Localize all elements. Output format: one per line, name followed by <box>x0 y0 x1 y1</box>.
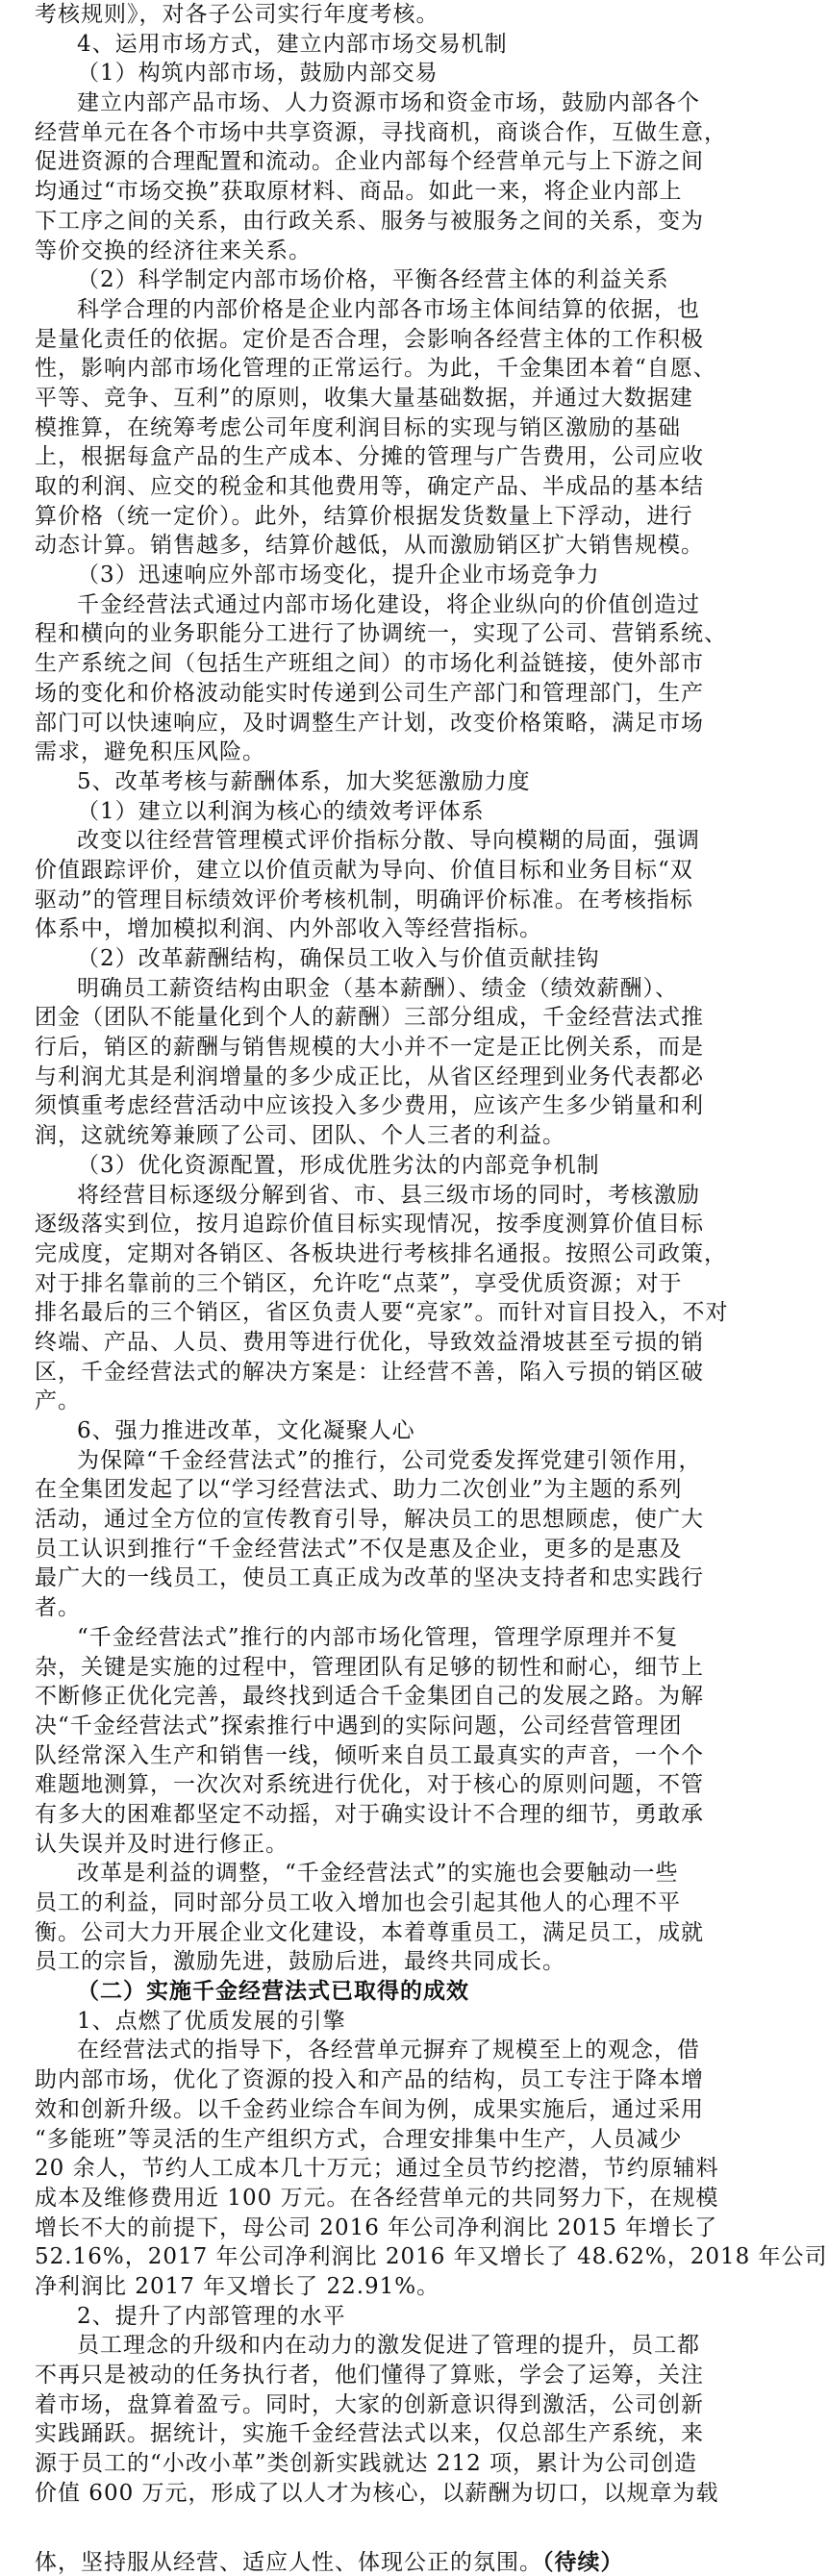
text-line: 源于员工的“小改小革”类创新实践就达 212 项，累计为公司创造 <box>35 2451 698 2477</box>
text-line: 逐级落实到位，按月追踪价值目标实现情况，按季度测算价值目标 <box>35 1212 704 1238</box>
text-line: 成本及维修费用近 100 万元。在各经营单元的共同努力下，在规模 <box>35 2185 719 2211</box>
text-line: 2、提升了内部管理的水平 <box>77 2303 346 2329</box>
text-line: 6、强力推进改革，文化凝聚人心 <box>77 1418 415 1443</box>
text-line: 上，根据每盒产品的生产成本、分摊的管理与广告费用，公司应收 <box>35 444 704 470</box>
text-line: 在经营法式的指导下，各经营单元摒弃了规模至上的观念，借 <box>77 2038 700 2063</box>
text-line: 增长不大的前提下，母公司 2016 年公司净利润比 2015 年增长了 <box>35 2214 718 2240</box>
text-line: 改革是利益的调整，“千金经营法式”的实施也会要触动一些 <box>77 1861 679 1887</box>
text-line: （1）构筑内部市场，鼓励内部交易 <box>77 61 439 87</box>
text-line: 促进资源的合理配置和流动。企业内部每个经营单元与上下游之间 <box>35 149 704 175</box>
text-line: 难题地测算，一次次对系统进行优化，对于核心的原则问题，不管 <box>35 1772 704 1798</box>
text-line: 队经常深入生产和销售一线，倾听来自员工最真实的声音，一个个 <box>35 1742 704 1768</box>
text-line: 科学合理的内部价格是企业内部各市场主体间结算的依据，也 <box>77 296 700 322</box>
text-line: 活动，通过全方位的宣传教育引导，解决员工的思想顾虑，使广大 <box>35 1507 704 1533</box>
text-line: 建立内部产品市场、人力资源市场和资金市场，鼓励内部各个 <box>77 90 700 116</box>
last-line-text: 体，坚持服从经营、适应人性、体现公正的氛围。 <box>35 2550 542 2575</box>
text-line: 经营单元在各个市场中共享资源，寻找商机，商谈合作，互做生意， <box>35 119 727 145</box>
text-line: 算价格（统一定价）。此外，结算价根据发货数量上下浮动，进行 <box>35 503 693 529</box>
text-line: 驱动”的管理目标绩效评价考核机制，明确评价标准。在考核指标 <box>35 887 693 913</box>
text-line: 程和横向的业务职能分工进行了协调统一，实现了公司、营销系统、 <box>35 621 727 647</box>
text-line: 等价交换的经济往来关系。 <box>35 238 312 263</box>
text-line: 净利润比 2017 年又增长了 22.91%。 <box>35 2273 440 2299</box>
text-line: （2）科学制定内部市场价格，平衡各经营主体的利益关系 <box>77 267 669 293</box>
text-line: 为保障“千金经营法式”的推行，公司党委发挥党建引领作用， <box>77 1447 702 1473</box>
text-line: 员工的利益，同时部分员工收入增加也会引起其他人的心理不平 <box>35 1890 681 1915</box>
text-line: 有多大的困难都坚定不动摇，对于确实设计不合理的细节，勇敢承 <box>35 1801 704 1827</box>
text-line: 性，影响内部市场化管理的正常运行。为此，千金集团本着“自愿、 <box>35 356 716 382</box>
text-line: 效和创新升级。以千金药业综合车间为例，成果实施后，通过采用 <box>35 2096 704 2122</box>
text-line: （2）改革薪酬结构，确保员工收入与价值贡献挂钩 <box>77 946 600 971</box>
text-line: （3）迅速响应外部市场变化，提升企业市场竞争力 <box>77 563 600 588</box>
text-line: 对于排名靠前的三个销区，允许吃“点菜”，享受优质资源；对于 <box>35 1270 683 1296</box>
text-line: 生产系统之间（包括生产班组之间）的市场化利益链接，使外部市 <box>35 651 704 677</box>
text-line: 不断修正优化完善，最终找到适合千金集团自己的发展之路。为解 <box>35 1684 704 1710</box>
text-line: 1、点燃了优质发展的引擎 <box>77 2008 346 2034</box>
text-line: 平等、竞争、互利”的原则，收集大量基础数据，并通过大数据建 <box>35 385 693 411</box>
text-line: 5、改革考核与薪酬体系，加大奖惩激励力度 <box>77 768 531 794</box>
text-line: 助内部市场，优化了资源的投入和产品的结构，员工专注于降本增 <box>35 2067 704 2093</box>
text-line: 完成度，定期对各销区、各板块进行考核排名通报。按照公司政策， <box>35 1240 727 1266</box>
text-line: 衡。公司大力开展企业文化建设，本着尊重员工，满足员工，成就 <box>35 1919 704 1945</box>
text-line: 杂，关键是实施的过程中，管理团队有足够的韧性和耐心，细节上 <box>35 1654 704 1680</box>
text-line: 价值跟踪评价，建立以价值贡献为导向、价值目标和业务目标“双 <box>35 857 693 883</box>
text-line: 终端、产品、人员、费用等进行优化，导致效益滑坡甚至亏损的销 <box>35 1329 704 1355</box>
text-line: 员工认识到推行“千金经营法式”不仅是惠及企业，更多的是惠及 <box>35 1536 683 1562</box>
continued-label: （待续） <box>542 2549 624 2575</box>
text-line: 认失误并及时进行修正。 <box>35 1831 289 1857</box>
text-line: 动态计算。销售越多，结算价越低，从而激励销区扩大销售规模。 <box>35 533 704 559</box>
text-line: “千金经营法式”推行的内部市场化管理，管理学原理并不复 <box>77 1624 679 1650</box>
text-line: 将经营目标逐级分解到省、市、县三级市场的同时，考核激励 <box>77 1182 700 1208</box>
text-line: 决“千金经营法式”探索推行中遇到的实际问题，公司经营管理团 <box>35 1713 683 1738</box>
text-line: 考核规则》，对各子公司实行年度考核。 <box>35 2 439 27</box>
text-line: 着市场，盘算着盈亏。同时，大家的创新意识得到激活，公司创新 <box>35 2391 704 2417</box>
text-line: 明确员工薪资结构由职金（基本薪酬）、绩金（绩效薪酬）、 <box>77 975 678 1001</box>
text-line: （1）建立以利润为核心的绩效考评体系 <box>77 798 485 824</box>
text-line: 者。 <box>35 1595 81 1621</box>
text-line: 实践踊跃。据统计，实施千金经营法式以来，仅总部生产系统，来 <box>35 2421 704 2447</box>
text-line: 4、运用市场方式，建立内部市场交易机制 <box>77 31 508 57</box>
text-line: 需求，避免积压风险。 <box>35 739 265 765</box>
text-line: 场的变化和价格波动能实时传递到公司生产部门和管理部门，生产 <box>35 680 704 706</box>
text-line: （二）实施千金经营法式已取得的成效 <box>77 1978 469 2005</box>
text-line: 最广大的一线员工，使员工真正成为改革的坚决支持者和忠实践行 <box>35 1565 704 1591</box>
text-line: 价值 600 万元，形成了以人才为核心，以薪酬为切口，以规章为载 <box>35 2480 719 2506</box>
text-line: 与利润尤其是利润增量的多少成正比，从省区经理到业务代表都必 <box>35 1063 704 1089</box>
text-line: 部门可以快速响应，及时调整生产计划，改变价格策略，满足市场 <box>35 710 704 736</box>
last-line <box>35 2544 624 2574</box>
text-line: 在全集团发起了以“学习经营法式、助力二次创业”为主题的系列 <box>35 1477 683 1503</box>
text-line: 行后，销区的薪酬与销售规模的大小并不一定是正比例关系，而是 <box>35 1035 704 1061</box>
text-line: 排名最后的三个销区，省区负责人要“亮家”。而针对盲目投入，不对 <box>35 1300 729 1326</box>
text-line: 区，千金经营法式的解决方案是：让经营不善，陷入亏损的销区破 <box>35 1359 704 1385</box>
text-line: 须慎重考虑经营活动中应该投入多少费用，应该产生多少销量和利 <box>35 1093 704 1119</box>
text-line: 润，这就统筹兼顾了公司、团队、个人三者的利益。 <box>35 1123 565 1149</box>
text-line: 产。 <box>35 1388 81 1414</box>
text-line: 不再只是被动的任务执行者，他们懂得了算账，学会了运筹，关注 <box>35 2363 704 2388</box>
text-line: 52.16%，2017 年公司净利润比 2016 年又增长了 48.62%，2018 年公司 <box>35 2244 828 2270</box>
text-line: 千金经营法式通过内部市场化建设，将企业纵向的价值创造过 <box>77 591 700 617</box>
text-line: （3）优化资源配置，形成优胜劣汰的内部竞争机制 <box>77 1152 600 1178</box>
text-line: “多能班”等灵活的生产组织方式，合理安排集中生产，人员减少 <box>35 2126 683 2152</box>
text-line: 下工序之间的关系，由行政关系、服务与被服务之间的关系，变为 <box>35 208 704 234</box>
text-line: 改变以往经营管理模式评价指标分散、导向模糊的局面，强调 <box>77 828 700 854</box>
text-line: 员工的宗旨，激励先进，鼓励后进，最终共同成长。 <box>35 1949 565 1975</box>
text-line: 取的利润、应交的税金和其他费用等，确定产品、半成品的基本结 <box>35 474 704 499</box>
text-line: 体系中，增加模拟利润、内外部收入等经营指标。 <box>35 916 542 942</box>
text-line: 20 余人，节约人工成本几十万元；通过全员节约挖潜，节约原辅料 <box>35 2156 719 2182</box>
text-line: 均通过“市场交换”获取原材料、商品。如此一来，将企业内部上 <box>35 179 683 205</box>
text-line: 模推算，在统筹考虑公司年度利润目标的实现与销区激励的基础 <box>35 414 681 440</box>
text-line: 是量化责任的依据。定价是否合理，会影响各经营主体的工作积极 <box>35 326 704 352</box>
text-line: 团金（团队不能量化到个人的薪酬）三部分组成，千金经营法式推 <box>35 1005 704 1031</box>
text-line: 员工理念的升级和内在动力的激发促进了管理的提升，员工都 <box>77 2333 700 2359</box>
